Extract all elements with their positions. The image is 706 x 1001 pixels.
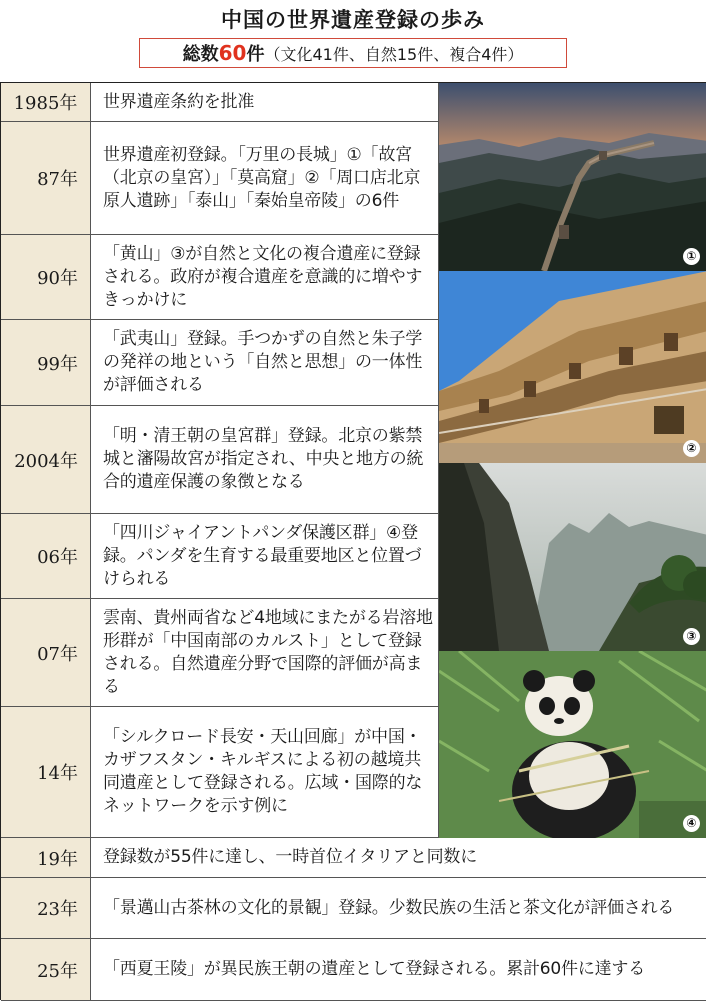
timeline-year: 87年 [1,122,91,234]
timeline-text: 「武夷山」登録。手つかずの自然と朱子学の発祥の地という「自然と思想」の一体性が評価される [103,329,423,395]
timeline-text: 「四川ジャイアントパンダ保護区群」④登録。パンダを生育する最重要地区と位置づけられる [103,522,422,589]
mogao-caves-photo [439,271,706,463]
timeline-row [1,878,706,939]
timeline-year: 23年 [1,878,91,938]
timeline-text: 雲南、貴州両省など4地域にまたがる岩溶地形群が「中国南部のカルスト」として登録される。自然遺産分野で国際的評価が高まる [103,607,433,697]
timeline-text: 「黄山」③が自然と文化の複合遺産に登録される。政府が複合遺産を意識的に増やすきっかけに [103,243,423,310]
timeline-year: 14年 [1,707,91,837]
timeline-table [0,82,706,1000]
timeline-year: 25年 [1,939,91,1000]
timeline-year: 90年 [1,235,91,319]
giant-panda-photo [439,651,706,838]
total-count-box [139,38,567,68]
timeline-text: 世界遺産条約を批准 [103,91,255,112]
total-breakdown: （文化41件、自然15件、複合4件） [264,44,524,64]
page-title: 中国の世界遺産登録の歩み [221,8,485,32]
photo-badge: ② [683,440,700,457]
photo-column [438,83,706,838]
timeline-row [1,939,706,1001]
timeline-text: 「明・清王朝の皇宮群」登録。北京の紫禁城と瀋陽故宮が指定され、中央と地方の統合的遺産保護の象徴となる [103,426,424,492]
timeline-year: 06年 [1,514,91,598]
timeline-year: 19年 [1,838,91,877]
timeline-text: 「シルクロード長安・天山回廊」が中国・カザフスタン・キルギスによる初の越境共同遺産として登録される。広域・国際的なネットワークを示す例に [103,727,423,816]
photo-badge: ③ [683,628,700,645]
timeline-year: 99年 [1,320,91,405]
photo-badge: ① [683,248,700,265]
great-wall-photo [439,83,706,271]
timeline-text: 登録数が55件に達し、一時首位イタリアと同数に [103,847,478,867]
huangshan-photo [439,463,706,651]
total-number: 60 [218,41,247,65]
timeline-text: 「景邁山古茶林の文化的景観」登録。少数民族の生活と茶文化が評価される [103,897,675,918]
total-unit: 件 [246,44,265,65]
timeline-row [1,838,706,878]
timeline-year: 1985年 [1,83,91,121]
timeline-text: 「西夏王陵」が異民族王朝の遺産として登録される。累計60件に達する [103,959,646,979]
photo-badge: ④ [683,815,700,832]
timeline-year: 07年 [1,599,91,706]
total-label: 総数 [182,44,219,65]
timeline-text: 世界遺産初登録。「万里の長城」①「故宮（北京の皇宮）」「莫高窟」②「周口店北京原人遺跡」「泰山」「秦始皇帝陵」の6件 [103,144,421,211]
timeline-year: 2004年 [1,406,91,513]
